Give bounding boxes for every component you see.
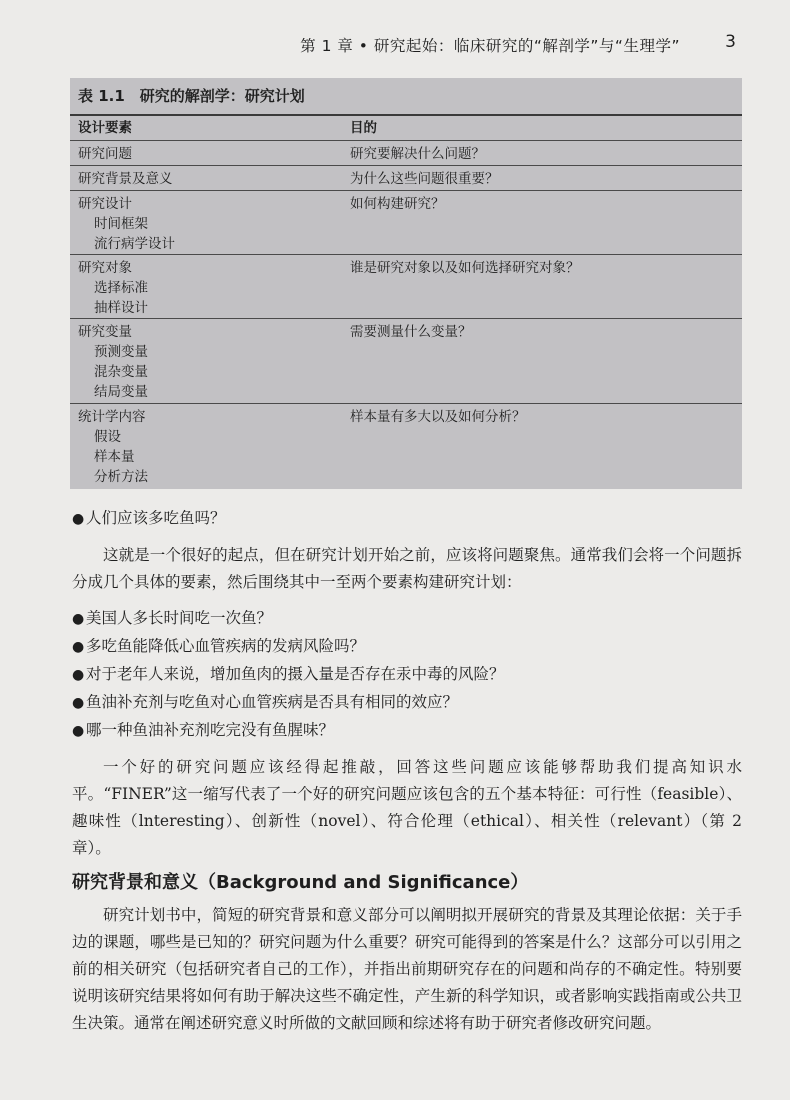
page-number: 3 <box>725 32 736 52</box>
bullet-text: 对于老年人来说，增加鱼肉的摄入量是否存在汞中毒的风险？ <box>86 665 505 683</box>
bullet-text: 人们应该多吃鱼吗？ <box>86 509 226 527</box>
sub-element: 预测变量 <box>94 344 148 360</box>
purpose-text: 样本量有多大以及如何分析？ <box>350 409 526 425</box>
table-row <box>70 191 742 255</box>
sub-element: 抽样设计 <box>94 300 148 316</box>
list-item <box>72 717 742 745</box>
bullet-icon: ● <box>72 667 85 683</box>
sub-element: 选择标准 <box>94 280 148 296</box>
element-label: 统计学内容 <box>78 409 146 425</box>
table-header <box>70 116 742 141</box>
element-label: 研究背景及意义 <box>78 171 173 187</box>
column-header-purpose: 目的 <box>350 120 377 136</box>
list-item <box>72 633 742 661</box>
list-item <box>72 661 742 689</box>
bullet-text: 哪一种鱼油补充剂吃完没有鱼腥味？ <box>86 721 335 739</box>
list-item <box>72 605 742 633</box>
sub-element: 样本量 <box>94 449 135 465</box>
element-label: 研究设计 <box>78 196 132 212</box>
element-label: 研究变量 <box>78 324 132 340</box>
bullet-icon: ● <box>72 695 85 711</box>
table-row <box>70 404 742 494</box>
body-text <box>72 505 742 1037</box>
bullet-text: 多吃鱼能降低心血管疾病的发病风险吗？ <box>86 637 366 655</box>
table-row <box>70 166 742 191</box>
table-caption: 表 1.1 研究的解剖学：研究计划 <box>70 78 742 116</box>
table-row <box>70 255 742 319</box>
bullet-icon: ● <box>72 611 85 627</box>
list-item <box>72 505 742 533</box>
purpose-text: 为什么这些问题很重要？ <box>350 171 499 187</box>
section-heading: 研究背景和意义（Background and Significance） <box>72 872 529 893</box>
bullet-text: 鱼油补充剂与吃鱼对心血管疾病是否具有相同的效应？ <box>86 693 459 711</box>
element-label: 研究问题 <box>78 146 132 162</box>
list-item <box>72 689 742 717</box>
purpose-text: 谁是研究对象以及如何选择研究对象？ <box>350 260 580 276</box>
paragraph: 研究计划书中，简短的研究背景和意义部分可以阐明拟开展研究的背景及其理论依据：关于手边的课题，哪些是已知的？研究问题为什么重要？研究可能得到的答案是什么？这部分可以引用之前的相关研究（包括研究者自己的工作），并指出前期研究存在的问题和尚存的不确定性。特别要说明该研究结果将如何有助于解决这些不确定性，产生新的科学知识，或者影响实践指南或公共卫生决策。通常在阐述研究意义时所做的文献回顾和综述将有助于研究者修改研究问题。 <box>72 906 742 1032</box>
purpose-text: 如何构建研究？ <box>350 196 445 212</box>
paragraph: 这就是一个很好的起点，但在研究计划开始之前，应该将问题聚焦。通常我们会将一个问题拆分成几个具体的要素，然后围绕其中一至两个要素构建研究计划： <box>72 546 742 591</box>
sub-element: 结局变量 <box>94 384 148 400</box>
table-1-1 <box>70 78 742 489</box>
table-row <box>70 141 742 166</box>
bullet-icon: ● <box>72 639 85 655</box>
bullet-icon: ● <box>72 511 85 527</box>
sub-element: 分析方法 <box>94 469 148 485</box>
sub-element: 时间框架 <box>94 216 148 232</box>
bullet-text: 美国人多长时间吃一次鱼？ <box>86 609 273 627</box>
element-label: 研究对象 <box>78 260 132 276</box>
chapter-title: 第 1 章 • 研究起始：临床研究的“解剖学”与“生理学” <box>300 37 680 55</box>
paragraph: 一个好的研究问题应该经得起推敲，回答这些问题应该能够帮助我们提高知识水平。“FINER”这一缩写代表了一个好的研究问题应该包含的五个基本特征：可行性（feasible）、趣味性（lnteresting）、创新性（novel）、符合伦理（ethical）、相关性（relevant）（第 2 章）。 <box>72 758 742 857</box>
sub-element: 假设 <box>94 429 121 445</box>
sub-element: 混杂变量 <box>94 364 148 380</box>
table-row <box>70 319 742 404</box>
column-header-element: 设计要素 <box>78 120 132 136</box>
sub-element: 流行病学设计 <box>94 236 175 252</box>
purpose-text: 研究要解决什么问题？ <box>350 146 485 162</box>
running-head <box>0 28 790 58</box>
purpose-text: 需要测量什么变量？ <box>350 324 472 340</box>
bullet-icon: ● <box>72 723 85 739</box>
